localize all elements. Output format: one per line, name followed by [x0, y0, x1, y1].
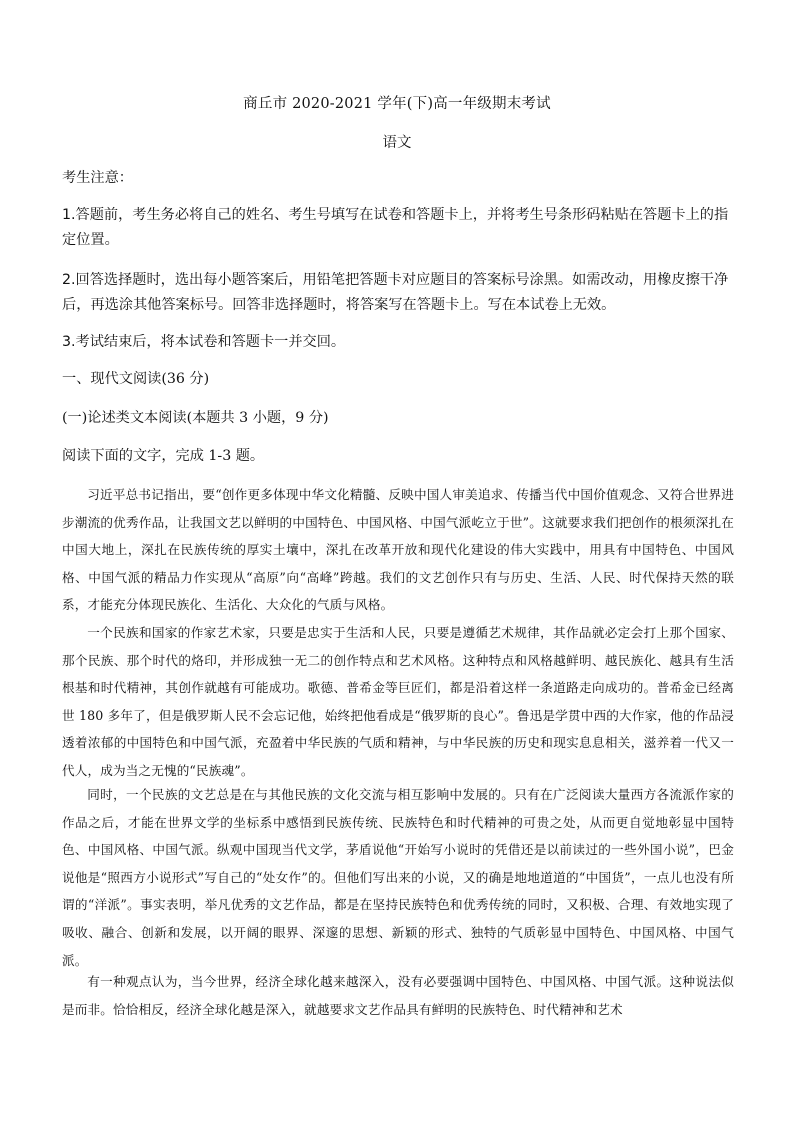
passage-paragraph-4: 有一种观点认为，当今世界，经济全球化越来越深入，没有必要强调中国特色、中国风格、中国气派。这种说法似是而非。恰恰相反，经济全球化越是深入，就越要求文艺作品具有鲜明的民族特色、时代精神和艺术: [62, 974, 734, 1017]
passage-paragraph-1: 习近平总书记指出，要“创作更多体现中华文化精髓、反映中国人审美追求、传播当代中国价值观念、又符合世界进步潮流的优秀作品，让我国文艺以鲜明的中国特色、中国风格、中国气派屹立于世”。这就要求我们把创作的根须深扎在中国大地上，深扎在民族传统的厚实土壤中，深扎在改革开放和现代化建设的伟大实践中，用具有中国特色、中国风格、中国气派的精品力作实现从“高原”向“高峰”跨越。我们的文艺创作只有与历史、生活、人民、时代保持天然的联系，才能充分体现民族化、生活化、大众化的气质与风格。: [62, 487, 734, 613]
notice-heading: 考生注意：: [62, 170, 133, 186]
section-heading: 一、现代文阅读(36 分): [62, 371, 210, 387]
exam-title: 商丘市 2020-2021 学年(下)高一年级期末考试: [243, 96, 551, 112]
reading-instruction: 阅读下面的文字，完成 1-3 题。: [62, 448, 265, 464]
subject-title: 语文: [382, 135, 412, 151]
passage-paragraph-3: 同时，一个民族的文艺总是在与其他民族的文化交流与相互影响中发展的。只有在广泛阅读大量西方各流派作家的作品之后，才能在世界文学的坐标系中感悟到民族传统、民族特色和时代精神的可贵之处，从而更自觉地彰显中国特色、中国风格、中国气派。纵观中国现当代文学，茅盾说他“开始写小说时的凭借还是以前读过的一些外国小说”，巴金说他是“照西方小说形式”写自己的“处女作”的。但他们写出来的小说，又的确是地地道道的“中国货”，一点儿也没有所谓的“洋派”。事实表明，举凡优秀的文艺作品，都是在坚持民族特色和优秀传统的同时，又积极、合理、有效地实现了吸收、融合、创新和发展，以开阔的眼界、深邃的思想、新颖的形式、独特的气质彰显中国特色、中国风格、中国气派。: [62, 787, 734, 968]
passage-paragraph-2: 一个民族和国家的作家艺术家，只要是忠实于生活和人民，只要是遵循艺术规律，其作品就必定会打上那个国家、那个民族、那个时代的烙印，并形成独一无二的创作特点和艺术风格。这种特点和风格越鲜明、越民族化、越具有生活根基和时代精神，其创作就越有可能成功。歌德、普希金等巨匠们，都是沿着这样一条道路走向成功的。普希金已经离世 180 多年了，但是俄罗斯人民不会忘记他，始终把他看成是“俄罗斯的良心”。鲁迅是学贯中西的大作家，他的作品浸透着浓郁的中国特色和中国气派，充盈着中华民族的气质和精神，与中华民族的历史和现实息息相关，滋养着一代又一代人，成为当之无愧的“民族魂”。: [62, 625, 734, 778]
notice-item-3: 3.考试结束后，将本试卷和答题卡一并交回。: [62, 334, 346, 350]
section-subheading: (一)论述类文本阅读(本题共 3 小题，9 分): [62, 410, 329, 426]
notice-item-2: 2.回答选择题时，选出每小题答案后，用铅笔把答题卡对应题目的答案标号涂黑。如需改动，用橡皮擦干净后，再选涂其他答案标号。回答非选择题时，将答案写在答题卡上。写在本试卷上无效。: [62, 272, 729, 313]
notice-item-1: 1.答题前，考生务必将自己的姓名、考生号填写在试卷和答题卡上，并将考生号条形码粘贴在答题卡上的指定位置。: [62, 207, 729, 248]
